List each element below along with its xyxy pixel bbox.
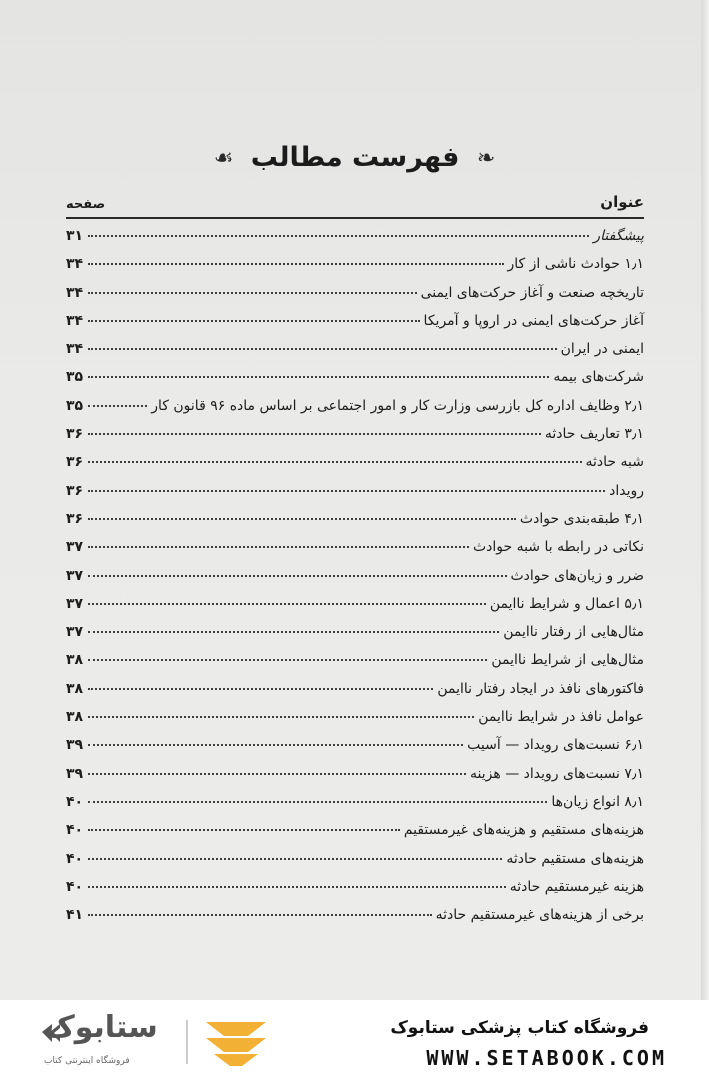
toc-leader-dots <box>88 292 417 294</box>
toc-entry-page: ۳۵ <box>66 369 84 386</box>
toc-entry-title: رویداد <box>609 482 644 499</box>
toc-entry-title: ۶٫۱ نسبت‌های رویداد — آسیب <box>467 737 644 754</box>
toc-entry <box>66 794 644 822</box>
toc-entry-page: ۴۰ <box>66 878 84 895</box>
toc-entry-title: ۸٫۱ انواع زیان‌ها <box>551 793 644 810</box>
toc-entry <box>66 822 644 850</box>
toc-entry-title: ضرر و زیان‌های حوادث <box>510 567 644 584</box>
toc-entry-page: ۳۶ <box>66 454 84 471</box>
store-name: فروشگاه کتاب پزشکی ستابوک <box>390 1018 649 1038</box>
toc-entry-page: ۳۸ <box>66 652 84 669</box>
toc-entry-title: شرکت‌های بیمه <box>553 369 644 386</box>
toc-entry-page: ۴۰ <box>66 850 84 867</box>
toc-leader-dots <box>88 773 466 775</box>
toc-entry-title: ۱٫۱ حوادث ناشی از کار <box>507 256 644 273</box>
toc-entry-title: فاکتورهای نافذ در ایجاد رفتار ناایمن <box>437 680 644 697</box>
toc-entry-title: مثال‌هایی از رفتار ناایمن <box>503 624 644 641</box>
toc-leader-dots <box>88 716 474 718</box>
toc-entry <box>66 539 644 567</box>
toc-leader-dots <box>88 631 499 633</box>
toc-leader-dots <box>88 659 487 661</box>
toc-entry-title: ایمنی در ایران <box>560 341 644 358</box>
toc-leader-dots <box>88 886 506 888</box>
toc-entry-page: ۳۷ <box>66 567 84 584</box>
toc-entry-page: ۳۷ <box>66 595 84 612</box>
toc-entry-title: هزینه غیرمستقیم حادثه <box>509 878 644 895</box>
toc-entry-page: ۳۸ <box>66 709 84 726</box>
toc-entry-page: ۳۹ <box>66 737 84 754</box>
toc-leader-dots <box>88 348 557 350</box>
toc-leader-dots <box>88 829 400 831</box>
toc-entry-title: پیشگفتار <box>593 228 644 244</box>
toc-entry-title: تاریخچه صنعت و آغاز حرکت‌های ایمنی <box>420 284 644 301</box>
toc-entry-page: ۳۸ <box>66 680 84 697</box>
toc-entry-page: ۳۶ <box>66 510 84 527</box>
toc-leader-dots <box>88 546 469 548</box>
toc-entry-page: ۳۷ <box>66 624 84 641</box>
toc-leader-dots <box>88 320 420 322</box>
toc-leader-dots <box>88 490 605 492</box>
toc-entry-page: ۳۴ <box>66 256 84 273</box>
toc-entry-title: ۷٫۱ نسبت‌های رویداد — هزینه <box>470 765 644 782</box>
toc-entry-page: ۳۴ <box>66 312 84 329</box>
header-page: صفحه <box>66 197 106 212</box>
toc-entry-title: عوامل نافذ در شرایط ناایمن <box>478 709 644 726</box>
toc-entry-title: هزینه‌های مستقیم حادثه <box>506 850 644 867</box>
toc-leader-dots <box>88 914 432 916</box>
toc-leader-dots <box>88 376 549 378</box>
toc-leader-dots <box>88 461 582 463</box>
toc-entry-page: ۳۴ <box>66 341 84 358</box>
toc-entry-title: ۲٫۱ وظایف اداره کل بازرسی وزارت کار و امور اجتماعی بر اساس ماده ۹۶ قانون کار <box>151 397 644 414</box>
toc-entry-title: آغاز حرکت‌های ایمنی در اروپا و آمریکا <box>423 312 644 329</box>
toc-entry <box>66 568 644 596</box>
toc-entry-page: ۳۴ <box>66 284 84 301</box>
toc-leader-dots <box>88 433 541 435</box>
toc-entry <box>66 624 644 652</box>
toc-entry <box>66 228 644 256</box>
toc-leader-dots <box>88 235 589 237</box>
toc-entry-title: شبه حادثه <box>585 454 644 471</box>
toc-entry <box>66 851 644 879</box>
toc-entry-page: ۳۹ <box>66 765 84 782</box>
toc-entry <box>66 341 644 369</box>
toc-entry-page: ۳۷ <box>66 539 84 556</box>
ornament-icon: ❧ <box>476 146 496 171</box>
toc-entry <box>66 879 644 907</box>
toc-title-text: فهرست مطالب <box>250 142 460 173</box>
toc-leader-dots <box>88 575 507 577</box>
toc-leader-dots <box>88 744 463 746</box>
toc-entry <box>66 511 644 539</box>
toc-entry-title: ۵٫۱ اعمال و شرایط ناایمن <box>489 595 644 612</box>
toc-leader-dots <box>88 405 147 407</box>
toc-entry-page: ۴۱ <box>66 907 84 924</box>
toc-leader-dots <box>88 688 433 690</box>
toc-entry <box>66 369 644 397</box>
toc-entry-title: ۳٫۱ تعاریف حادثه <box>544 426 644 443</box>
toc-entry-page: ۳۶ <box>66 482 84 499</box>
toc-entry <box>66 256 644 284</box>
logo-text: ستابوک <box>44 1010 158 1045</box>
toc-entry-title: ۴٫۱ طبقه‌بندی حوادث <box>519 510 644 527</box>
toc-entry <box>66 737 644 765</box>
ornament-icon: ☙ <box>213 146 234 171</box>
toc-entry <box>66 313 644 341</box>
toc-entry-page: ۳۱ <box>66 228 84 244</box>
toc-leader-dots <box>88 603 486 605</box>
website-link[interactable]: WWW.SETABOOK.COM <box>426 1046 667 1070</box>
toc-entry <box>66 652 644 680</box>
toc-list <box>66 228 644 935</box>
toc-entry <box>66 483 644 511</box>
toc-entry <box>66 454 644 482</box>
toc-entry-title: برخی از هزینه‌های غیرمستقیم حادثه <box>435 907 644 924</box>
header-title: عنوان <box>600 193 644 211</box>
toc-entry <box>66 596 644 624</box>
toc-leader-dots <box>88 801 547 803</box>
footer-banner <box>0 1000 709 1080</box>
toc-entry <box>66 766 644 794</box>
logo-subtitle: فروشگاه اینترنتی کتاب <box>44 1056 130 1066</box>
toc-leader-dots <box>88 858 502 860</box>
toc-entry <box>66 681 644 709</box>
toc-entry <box>66 709 644 737</box>
toc-leader-dots <box>88 518 516 520</box>
toc-header <box>66 193 644 219</box>
toc-entry-title: نکاتی در رابطه با شبه حوادث <box>472 539 644 556</box>
toc-entry-title: هزینه‌های مستقیم و هزینه‌های غیرمستقیم <box>403 822 644 839</box>
toc-title <box>0 142 709 173</box>
toc-entry <box>66 907 644 935</box>
toc-entry-page: ۳۶ <box>66 426 84 443</box>
toc-entry-page: ۴۰ <box>66 793 84 810</box>
toc-entry <box>66 398 644 426</box>
toc-entry-title: مثال‌هایی از شرایط ناایمن <box>491 652 644 669</box>
toc-entry-page: ۳۵ <box>66 397 84 414</box>
toc-leader-dots <box>88 263 504 265</box>
toc-entry-page: ۴۰ <box>66 822 84 839</box>
toc-entry <box>66 426 644 454</box>
toc-entry <box>66 285 644 313</box>
